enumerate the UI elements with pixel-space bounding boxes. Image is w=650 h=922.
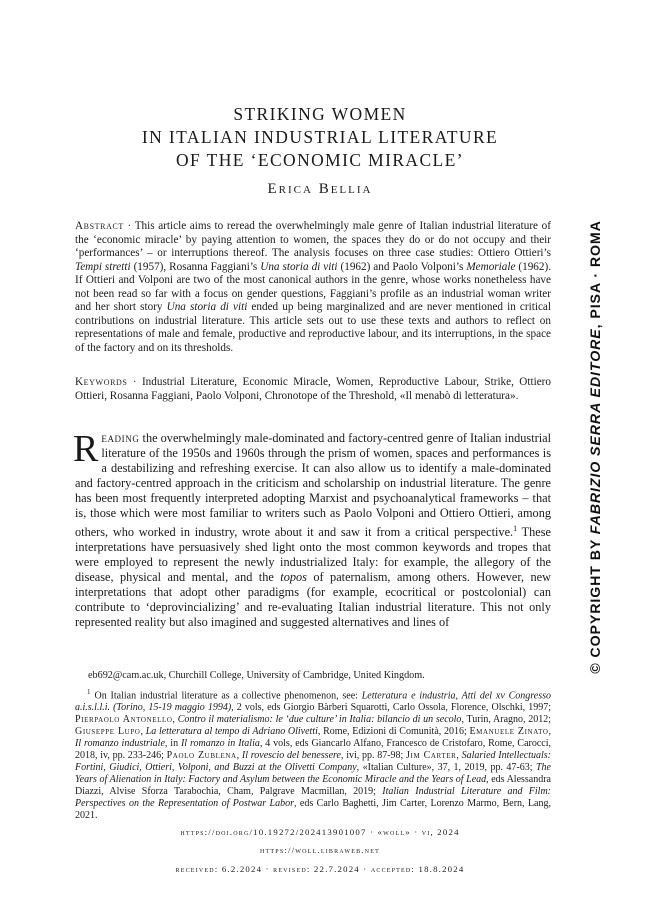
- fn-t15: , eds Carlo Baghetti, Jim Carter, Lorenzo Marmo, Bern, Lang, 2021.: [75, 798, 551, 822]
- fn-i1: Letteratura e industria, Atti del xv Congresso a.i.s.l.l.i. (Torino, 15-19 maggio 1994): [75, 690, 551, 714]
- body-text-1: the overwhelmingly male-dominated and factory-centred genre of Italian industrial literature of the 1950s and 1960s through the prism of women, spaces and performances is a destabilizing and refreshing exercise. It can also allow us to identify a male-dominated and factory-centred approach in the criticism and scholarship on industrial literature. The genre has been most frequently interpreted adopting Marxist and psychoanalytical frameworks – that is, those which were most familiar to writers such as Paolo Volponi and Ottiero Ottieri, among others, who worked in industry, wrote about it and saw it from a critical perspective.: [75, 431, 551, 540]
- fn-sc2: Giuseppe Lupo: [75, 726, 141, 738]
- fn-t8: , in: [164, 738, 181, 750]
- fn-i6: Il rovescio del benessere: [241, 750, 341, 762]
- footnote-reference[interactable]: 1: [513, 524, 518, 533]
- title-line-3: OF THE ‘ECONOMIC MIRACLE’: [176, 150, 464, 170]
- fn-i4: Il romanzo industriale: [75, 738, 165, 750]
- fn-t6: , Rome, Edizioni di Comunità, 2016;: [317, 726, 470, 738]
- website-link[interactable]: https://woll.libraweb.net: [260, 845, 380, 855]
- fn-sc4: Paolo Zublena: [166, 750, 237, 762]
- abstract-text-3: (1962) and Paolo Volponi’s: [337, 260, 467, 273]
- lead-word: eading: [101, 431, 140, 445]
- abstract-text-4: (1962). If Ottieri and Volponi are two of the most canonical authors in the genre, whose works nonetheless have not been read so far with a focus on gender questions, Faggiani’s profile as an industrial woman writer and her short story: [75, 260, 552, 313]
- abstract-title-una-storia-2: Una storia di viti: [166, 301, 248, 313]
- keywords-text: Industrial Literature, Economic Miracle, Women, Reproductive Labour, Strike, Ottiero Ottieri, Rosanna Faggiani, Paolo Volponi, Chronotope of the Threshold, «Il menabò di letteratura».: [75, 376, 551, 402]
- fn-t1: On Italian industrial literature as a collective phenomenon, see:: [94, 690, 362, 702]
- copyright-pre: COPYRIGHT BY: [588, 534, 604, 663]
- author-affiliation: eb692@cam.ac.uk, Churchill College, University of Cambridge, United Kingdom.: [88, 670, 425, 681]
- abstract-title-tempi-stretti: Tempi stretti: [75, 260, 131, 273]
- author-name: Erica Bellia: [267, 181, 373, 197]
- footnote-number: 1: [87, 688, 91, 696]
- received-dates: received: 6.2.2024 · revised: 22.7.2024 · accepted: 18.8.2024: [175, 864, 465, 874]
- fn-t13: , «Italian Culture», 37, 1, 2019, pp. 47-63;: [356, 762, 536, 774]
- fn-t9: , 4 vols, eds Giancarlo Alfano, Francesco de Cristofaro, Rome, Carocci, 2018, iv, pp. 233-246;: [75, 738, 552, 762]
- copyright-icon: ©: [588, 662, 604, 674]
- abstract: [75, 220, 551, 355]
- drop-cap: R: [73, 428, 99, 470]
- body-italic-topos: topos: [280, 570, 307, 585]
- abstract-text-1: This article aims to reread the overwhelmingly male genre of Italian industrial literature of the ‘economic miracle’ by paying attention to women, the spaces they do or do not occupy and their ‘performances’ – or interruptions thereof. The analysis focuses on three case studies: Ottiero Ottieri’s: [75, 220, 551, 259]
- fn-t14: , eds Alessandra Diazzi, Alvise Sforza Tarabochia, Cham, Palgrave Macmillan, 2019;: [75, 774, 551, 798]
- fn-i9: Italian Industrial Literature and Film: Perspectives on the Representation of Postwar Labor: [75, 786, 552, 810]
- copyright-strip: [586, 212, 606, 682]
- fn-i5: Il romanzo in Italia: [180, 738, 260, 750]
- fn-t2: , 2 vols, eds Giorgio Bàrberi Squarotti, Carlo Ossola, Florence, Olschki, 1997;: [231, 702, 551, 714]
- fn-t7: ,: [548, 726, 551, 738]
- keywords-separator: ·: [127, 376, 142, 388]
- keywords: [75, 376, 551, 403]
- abstract-separator: ·: [123, 220, 135, 232]
- body-text-2: These interpretations have persuasively shed light onto the most common keywords and tropes that were employed to represent the newly industrialized Italy: for example, the allegory of the disease, physical and mental, and the: [75, 525, 552, 585]
- fn-t10: ,: [236, 750, 242, 762]
- copyright-publisher: FABRIZIO SERRA EDITORE: [588, 328, 604, 535]
- abstract-title-memoriale: Memoriale: [466, 260, 516, 273]
- footnote: [75, 686, 551, 822]
- fn-t3: ,: [172, 714, 178, 726]
- fn-t5: ,: [140, 726, 146, 738]
- title-line-1: STRIKING WOMEN: [233, 104, 407, 124]
- fn-sc1: Pierpaolo Antonello: [75, 714, 173, 726]
- fn-t11: , ivi, pp. 87-98;: [340, 750, 407, 762]
- abstract-title-una-storia: Una storia di viti: [260, 260, 338, 273]
- fn-i8: The Years of Alienation in Italy: Factory and Asylum between the Economic Miracle and the Years of Lead: [75, 762, 551, 786]
- fn-i3: La letteratura al tempo di Adriano Olivetti: [145, 726, 318, 738]
- abstract-label: Abstract: [75, 220, 124, 232]
- copyright-notice: [588, 220, 604, 674]
- fn-t12: ,: [456, 750, 462, 762]
- keywords-label: Keywords: [75, 376, 128, 388]
- body-text-3: of paternalism, among others. However, new interpretations that adopt other paradigms (for example, ecocritical or postcolonial) can contribute to ‘deprovincializing’ and re-evaluating Italian industrial literature. This not only represented reality but also imagined and suggested alternatives and lines of: [75, 570, 551, 630]
- abstract-text-2: (1957), Rosanna Faggiani’s: [130, 260, 261, 273]
- abstract-text-5: ended up being marginalized and are never mentioned in critical contributions on industrial literature. This article sets out to use these texts and authors to reflect on representations of male and female, productive and reproductive labour, and its interruptions, in the space of the factory and on its thresholds.: [75, 301, 551, 354]
- body-text: [73, 428, 552, 630]
- fn-sc3: Emanuele Zinato: [469, 726, 549, 738]
- fn-i7: Salaried Intellectuals: Fortini, Giudici, Ottieri, Volponi, and Buzzi at the Olivetti Company: [75, 750, 552, 774]
- title-line-2: IN ITALIAN INDUSTRIAL LITERATURE: [141, 127, 499, 147]
- copyright-post: , PISA · ROMA: [588, 220, 604, 329]
- fn-sc5: Jim Carter: [406, 750, 457, 762]
- article-title: [60, 103, 580, 172]
- doi-line[interactable]: https://doi.org/10.19272/202413901007 · «woll» · vi, 2024: [180, 827, 460, 837]
- fn-i2: Contro il materialismo: le ‘due culture’ in Italia: bilancio di un secolo: [177, 714, 462, 726]
- fn-t4: , Turin, Aragno, 2012;: [461, 714, 552, 726]
